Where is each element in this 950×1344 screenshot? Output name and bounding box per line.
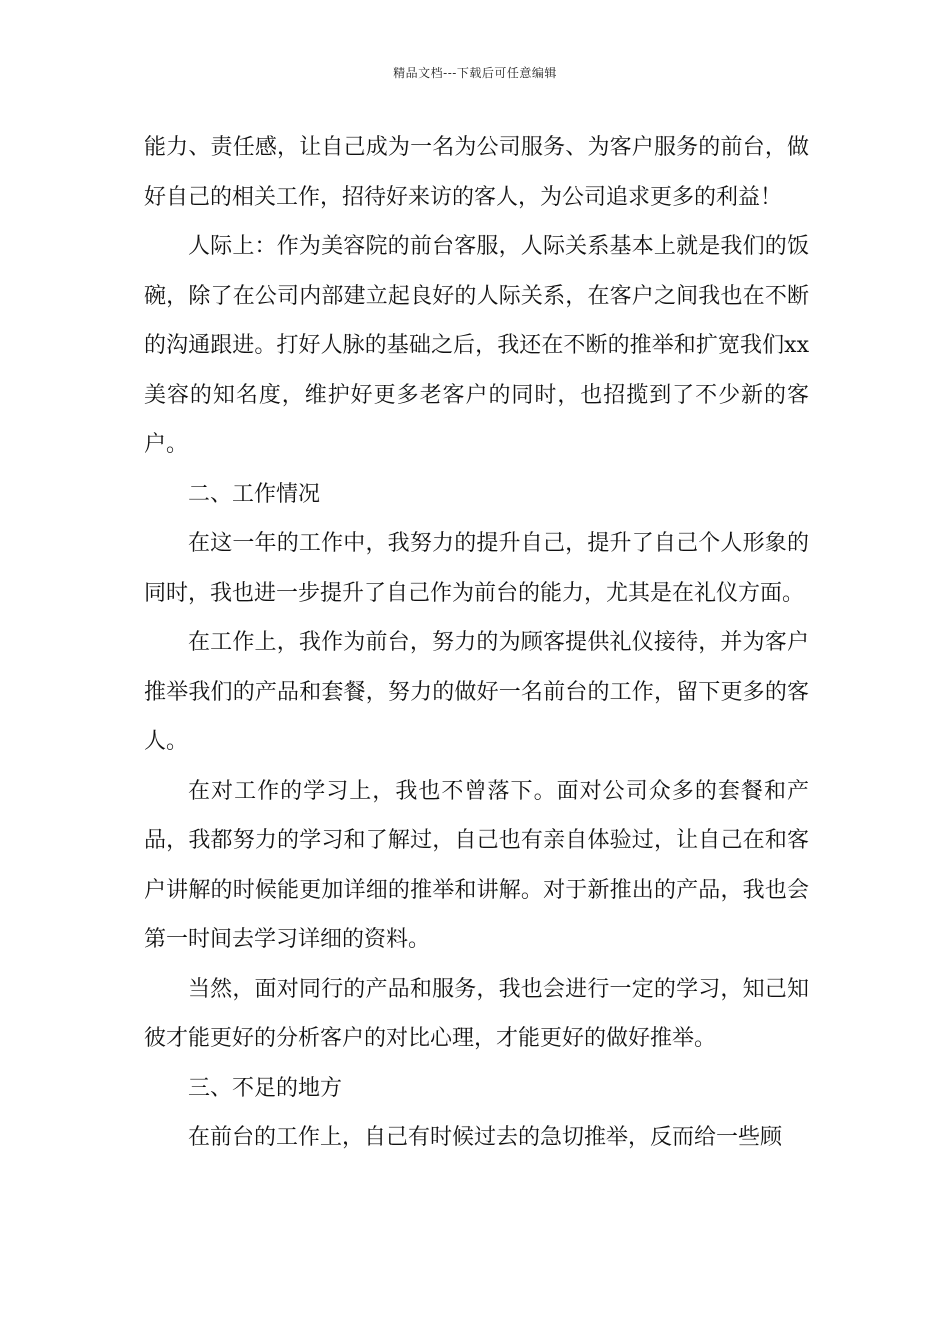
paragraph-interpersonal: 人际上：作为美容院的前台客服，人际关系基本上就是我们的饭碗，除了在公司内部建立起良好的人际关系，在客户之间我也在不断的沟通跟进。打好人脉的基础之后，我还在不断的推举和扩宽我们xx美容的知名度，维护好更多老客户的同时，也招揽到了不少新的客户。 [144,234,809,457]
paragraph-competitors: 当然，面对同行的产品和服务，我也会进行一定的学习，知己知彼才能更好的分析客户的对比心理，才能更好的做好推举。 [144,976,809,1051]
paragraph-learning: 在对工作的学习上，我也不曾落下。面对公司众多的套餐和产品，我都努力的学习和了解过，自己也有亲自体验过，让自己在和客户讲解的时候能更加详细的推举和讲解。对于新推出的产品，我也会第一时间去学习详细的资料。 [144,778,809,952]
paragraph-shortcomings: 在前台的工作上，自己有时候过去的急切推举，反而给一些顾 [188,1125,783,1150]
section-heading-work-situation: 二、工作情况 [188,481,321,507]
paragraph-work: 在工作上，我作为前台，努力的为顾客提供礼仪接待，并为客户推举我们的产品和套餐，努力的做好一名前台的工作，留下更多的客人。 [144,630,809,754]
paragraph-continuation: 能力、责任感，让自己成为一名为公司服务、为客户服务的前台，做好自己的相关工作，招待好来访的客人，为公司追求更多的利益！ [144,135,809,210]
document-body [144,123,809,1163]
section-heading-shortcomings: 三、不足的地方 [188,1075,343,1101]
paragraph-self-improvement: 在这一年的工作中，我努力的提升自己，提升了自己个人形象的同时，我也进一步提升了自己作为前台的能力，尤其是在礼仪方面。 [144,531,809,606]
page-header: 精品文档---下载后可任意编辑 [393,66,557,80]
